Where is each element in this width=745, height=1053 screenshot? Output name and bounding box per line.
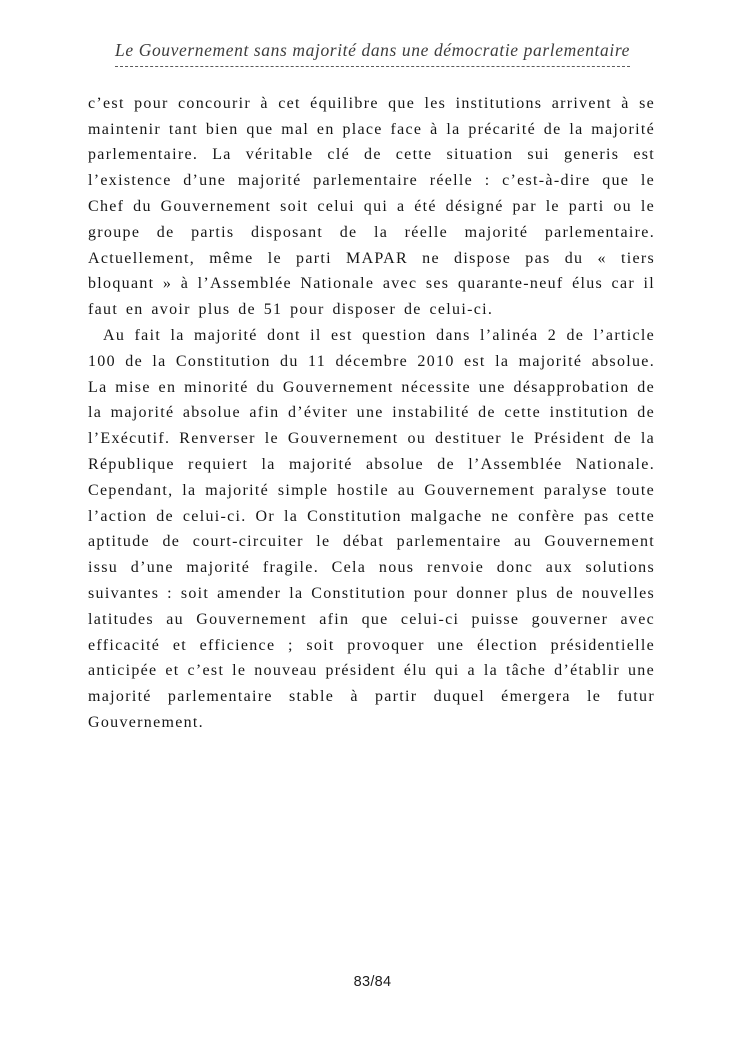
body-paragraph-2: Au fait la majorité dont il est question dans l’alinéa 2 de l’article 100 de la Constitution du 11 décembre 2010 est la majorité absolue. La mise en minorité du Gouvernement nécessite une désapprobation de la majorité absolue afin d’éviter une instabilité de cette institution de l’Exécutif. Renverser le Gouvernement ou destituer le Président de la République requiert la majorité absolue de l’Assemblée Nationale. Cependant, la majorité simple hostile au Gouvernement paralyse toute l’action de celui-ci. Or la Constitution malgache ne confère pas cette aptitude de court-circuiter le débat parlementaire au Gouvernement issu d’une majorité fragile. Cela nous renvoie donc aux solutions suivantes : soit amender la Constitution pour donner plus de nouvelles latitudes au Gouvernement afin que celui-ci puisse gouverner avec efficacité et efficience ; soit provoquer une élection présidentielle anticipée et c’est le nouveau président élu qui a la tâche d’établir une majorité parlementaire stable à partir duquel émergera le futur Gouvernement.	[88, 327, 655, 731]
document-title: Le Gouvernement sans majorité dans une démocratie parlementaire	[115, 40, 630, 67]
page-footer	[0, 973, 745, 991]
document-body	[88, 91, 655, 736]
page-number: 83/84	[353, 974, 392, 990]
document-header	[0, 40, 745, 67]
body-paragraph-1: c’est pour concourir à cet équilibre que les institutions arrivent à se maintenir tant bien que mal en place face à la précarité de la majorité parlementaire. La véritable clé de cette situation sui generis est l’existence d’une majorité parlementaire réelle : c’est-à-dire que le Chef du Gouvernement soit celui qui a été désigné par le parti ou le groupe de partis disposant de la réelle majorité parlementaire. Actuellement, même le parti MAPAR ne dispose pas du « tiers bloquant » à l’Assemblée Nationale avec ses quarante-neuf élus car il faut en avoir plus de 51 pour disposer de celui-ci.	[88, 94, 655, 319]
